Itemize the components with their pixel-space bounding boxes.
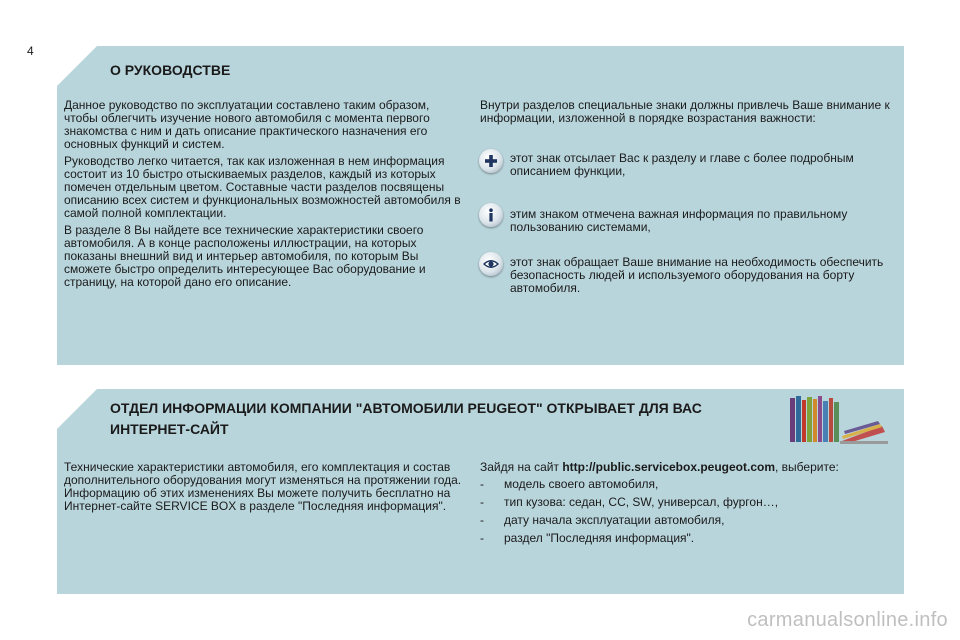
website-options-list: [480, 478, 904, 545]
list-item: - дату начала эксплуатации автомобиля,: [480, 514, 904, 527]
note-text-reference: этот знак отсылает Вас к разделу и главе с более подробным описанием функции,: [510, 151, 854, 178]
note-text-important: этим знаком отмечена важная информация по правильному пользованию системами,: [510, 207, 848, 234]
signs-intro: Внутри разделов специальные знаки должны привлечь Ваше внимание к информации, изложенной в порядке возрастания важности:: [480, 98, 890, 125]
watermark: carmanualsonline.info: [747, 609, 948, 631]
section-title-website: ОТДЕЛ ИНФОРМАЦИИ КОМПАНИИ "АВТОМОБИЛИ PEUGEOT" ОТКРЫВАЕТ ДЛЯ ВАС ИНТЕРНЕТ-САЙТ: [110, 400, 702, 437]
eye-icon: [479, 252, 503, 276]
about-paragraph-3: В разделе 8 Вы найдете все технические характеристики своего автомобиля. А в конце расположены иллюстрации, на которых показаны внешний вид и интерьер автомобиля, по которым Вы сможете быстро определить интересующее Вас оборудование и страницу, на которой дано его описание.: [64, 223, 426, 289]
list-item: - раздел "Последняя информация".: [480, 532, 904, 545]
website-text-column: Технические характеристики автомобиля, его комплектация и состав дополнительного оборудования могут изменяться на протяжении года. Информацию об этих изменениях Вы можете получить бесплатно на Интернет-сайте SERVICE BOX в разделе "Последняя информация".: [64, 460, 462, 513]
section-title-about: О РУКОВОДСТВЕ: [110, 62, 231, 78]
page-number: 4: [27, 44, 34, 58]
plus-icon: [479, 149, 503, 173]
note-text-safety: этот знак обращает Ваше внимание на необходимость обеспечить безопасность людей и используемого оборудования на борту автомобиля.: [510, 255, 884, 295]
about-text-column: [64, 99, 466, 293]
list-item: - модель своего автомобиля,: [480, 478, 904, 491]
about-paragraph-1: Данное руководство по эксплуатации составлено таким образом, чтобы облегчить изучение нового автомобиля с момента первого знакомства с ним и дать описание практического назначения его основных функций и систем.: [64, 98, 430, 151]
manuals-books-image: [790, 394, 888, 444]
servicebox-link[interactable]: http://public.servicebox.peugeot.com: [562, 460, 776, 474]
website-intro: [480, 461, 904, 474]
list-item: - тип кузова: седан, CC, SW, универсал, фургон…,: [480, 496, 904, 509]
website-intro-suffix: , выберите:: [775, 460, 839, 474]
about-paragraph-2: Руководство легко читается, так как изложенная в нем информация состоит из 10 быстро отыскиваемых разделов, каждый из которых помечен отдельным цветом. Составные части разделов посвящены описанию всех систем и функциональных возможностей автомобиля в самой полной комплектации.: [64, 154, 461, 220]
info-icon: [479, 203, 503, 227]
website-instructions: [480, 461, 904, 550]
website-intro-prefix: Зайдя на сайт: [480, 460, 563, 474]
